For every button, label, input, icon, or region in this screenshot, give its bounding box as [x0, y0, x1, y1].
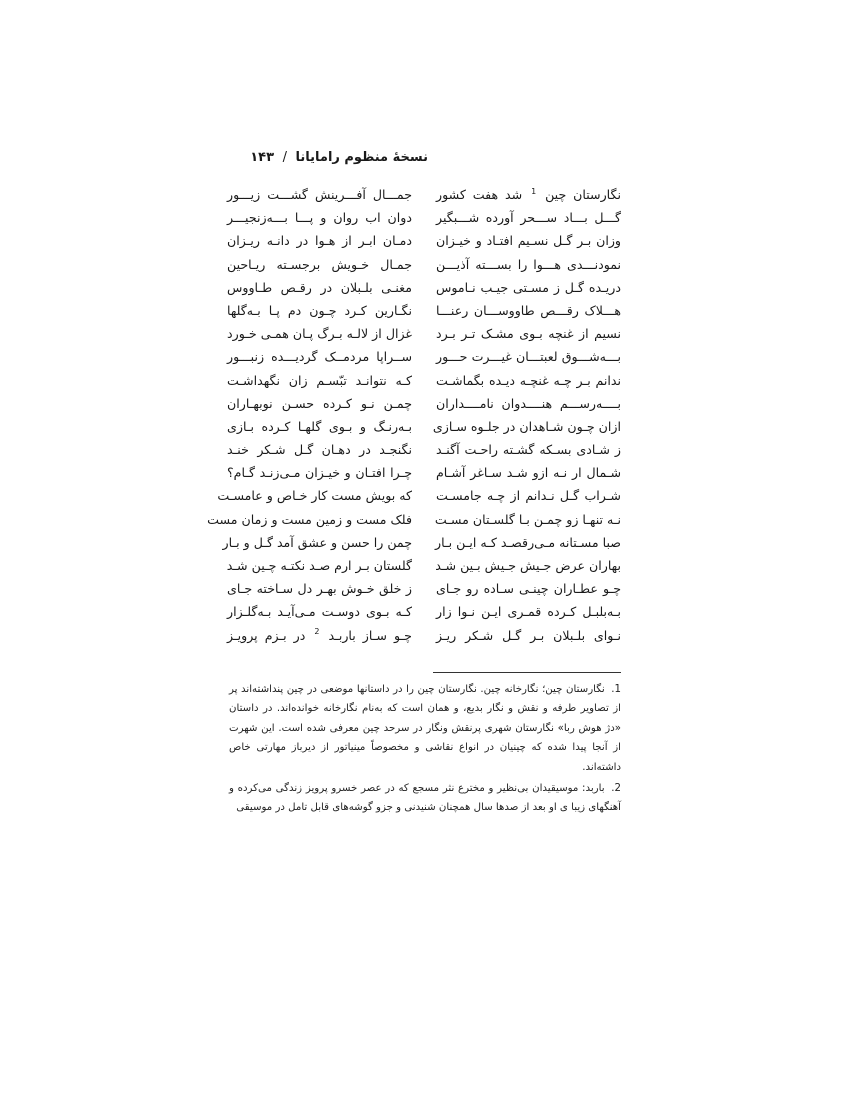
footnote-divider — [433, 672, 621, 673]
verse-text: نمودنـــدی هـــوا را بســـته آذیـــن — [436, 256, 621, 272]
verse-hemistich-right — [436, 392, 621, 415]
verse-text: مغنـی بلـبلان در رقـص طـاووس — [227, 279, 412, 295]
verse-hemistich-right — [436, 299, 621, 322]
footnote-2 — [229, 779, 621, 818]
verse-text-continued: در بـزم پرویـز — [227, 627, 306, 643]
verse-text: ز شـادی بسـکه گشـته راحـت آگنـد — [436, 442, 621, 458]
verse-hemistich-right — [436, 183, 621, 206]
verse-hemistich-left — [227, 276, 412, 299]
verse-text: کـه بـوی دوسـت مـی‌آیـد بـه‌گلـزار — [227, 604, 412, 620]
verse-hemistich-right — [436, 461, 621, 484]
verse-text: بـه‌رنـگ و بـوی گلهـا کـرده بـازی — [227, 418, 412, 434]
verse-text: نگـارین کـرد چـون دم پـا بـه‌گلها — [227, 302, 412, 318]
verse-text: شـمال ار نـه ازو شـد سـاغر آشـام — [436, 465, 621, 481]
verse-text: بـــه‌شـــوق لعبتـــان غیـــرت حـــور — [436, 349, 621, 365]
verse-hemistich-left — [227, 322, 412, 345]
verse-text: چمـن نـو کـرده حسـن نوبهـاران — [227, 395, 412, 411]
verse-hemistich-right — [436, 508, 621, 531]
verse-text: نسیم از غنچه بـوی مشـک تـر بـرد — [436, 326, 621, 342]
footnote-marker[interactable]: 2 — [314, 627, 320, 637]
verse-hemistich-right — [436, 438, 621, 461]
verse-hemistich-left — [227, 183, 412, 206]
verse-text: نگنجـد در دهـان گـل شـکر خنـد — [227, 442, 412, 458]
verse-hemistich-right — [436, 600, 621, 623]
verse-text-continued: شد هفت کشور — [436, 187, 523, 202]
verse-hemistich-left — [217, 484, 412, 507]
running-head-title: نسخهٔ منظوم رامایانا — [295, 150, 428, 165]
verse-hemistich-right — [436, 253, 621, 276]
verse-hemistich-left — [227, 461, 412, 484]
footnote-1 — [229, 680, 621, 777]
verse-hemistich-left — [207, 508, 412, 531]
verse-hemistich-left — [227, 345, 412, 368]
verse-text: جمـــال آفـــرینش گشـــت زیـــور — [227, 187, 412, 202]
verse-text: فلک مست و زمین مست و زمان مست — [207, 511, 412, 527]
verse-text: کـه نتوانـد تبّسـم زان نگهداشـت — [227, 372, 412, 388]
verse-hemistich-right — [436, 322, 621, 345]
verse-hemistich-left — [227, 438, 412, 461]
verse-text: دمـان ابـر از هـوا در دانـه ریـزان — [227, 233, 412, 249]
poem-column-left — [207, 183, 412, 647]
verse-text: ندانم بـر چـه غنچـه دیـده بگماشـت — [436, 372, 621, 388]
verse-hemistich-left — [227, 624, 412, 647]
footnote-text: باربد: موسیقیدان بی‌نظیر و مخترع نثر مسجع که در عصر خسرو پرویز زندگی می‌کرده و آهنگهای زیبا ی او بعد از صدها سال همچنان شنیدنی و جزو گوشه‌های قابل تامل در موسیقی — [229, 783, 621, 814]
verse-text: شـراب گـل نـدانم از چـه جامسـت — [436, 488, 621, 504]
poem-column-right — [432, 183, 621, 647]
verse-text: دوان اب روان و پـــا بـــه‌زنجیـــر — [227, 210, 412, 226]
verse-text: چمن را حسن و عشق آمد گـل و بـار — [222, 534, 412, 550]
verse-hemistich-right — [436, 577, 621, 600]
verse-hemistich-left — [227, 206, 412, 229]
verse-hemistich-left — [227, 392, 412, 415]
verse-hemistich-left — [227, 299, 412, 322]
verse-hemistich-left — [227, 577, 412, 600]
running-head — [228, 150, 428, 165]
verse-text: گـــل بـــاد ســـحر آورده شـــبگیر — [436, 210, 621, 226]
verse-text: بــــه‌رســـم هنــــدوان نامــــداران — [436, 395, 621, 411]
running-head-separator: / — [282, 150, 287, 165]
verse-hemistich-left — [227, 600, 412, 623]
verse-hemistich-right — [432, 415, 621, 438]
verse-hemistich-right — [436, 624, 621, 647]
verse-hemistich-right — [436, 484, 621, 507]
verse-text: هـــلاک رقـــص طاووســـان رعنـــا — [436, 302, 621, 318]
footnote-text: نگارستان چین؛ نگارخانه چین. نگارستان چین را در داستانها موضعی در چین پنداشته‌اند پر از تصاویر طرفه و نقش و نگار بدیع، و همان است که به‌نام نگارخانه خوانده‌اند. در داستان «دژ هوش ربا» نگارستان شهری پرنقش ونگار در سرحد چین معرفی شده است. این شهرت از آنجا پیدا شده که چینیان در انواع نقاشی و مخصوصاً مینیاتور از دیرباز مهارتی خاص داشته‌اند. — [229, 684, 621, 773]
verse-hemistich-left — [222, 531, 412, 554]
verse-text: ز خلق خـوش بهـر دل سـاخته جـای — [227, 581, 412, 597]
verse-text: جمـال خـویش برجسـته ریـاحین — [227, 256, 412, 272]
verse-hemistich-left — [227, 253, 412, 276]
verse-hemistich-right — [436, 229, 621, 252]
verse-hemistich-left — [227, 554, 412, 577]
footnote-number: 1. — [611, 684, 621, 695]
verse-text: چـو سـاز باربـد — [328, 627, 412, 643]
verse-hemistich-right — [436, 206, 621, 229]
verse-text: صبا مسـتانه مـی‌رقصـد کـه ایـن بـار — [435, 534, 621, 550]
verse-text: بهاران عرض جـیش جـیش بـین شـد — [435, 558, 621, 573]
footnote-marker[interactable]: 1 — [531, 186, 537, 196]
page-number: ۱۴۳ — [250, 150, 275, 165]
verse-text: چـو عطـاران چینـی سـاده رو جـای — [436, 581, 621, 597]
verse-hemistich-right — [436, 345, 621, 368]
verse-text: وزان بـر گـل نسـیم افتـاد و خیـزان — [436, 233, 621, 249]
verse-text: نـوای بلـبلان بـر گـل شـکر ریـز — [436, 627, 621, 643]
verse-text: چـرا افتـان و خیـزان مـی‌زنـد گـام؟ — [227, 465, 412, 481]
verse-hemistich-right — [436, 531, 621, 554]
verse-text: که بویش مست کار خـاص و عامسـت — [217, 488, 412, 504]
verse-hemistich-right — [436, 369, 621, 392]
verse-text: ســراپا مردمــک گردیـــده زنبـــور — [227, 349, 412, 365]
verse-text: نگارستان چین — [545, 187, 621, 202]
verse-text: غزال از لالـه بـرگ پـان همـی خـورد — [227, 326, 412, 342]
verse-text: بـه‌بلبـل کـرده قمـری ایـن نـوا زار — [436, 604, 621, 620]
verse-hemistich-right — [436, 554, 621, 577]
verse-hemistich-right — [436, 276, 621, 299]
verse-hemistich-left — [227, 369, 412, 392]
footnote-number: 2. — [611, 783, 621, 795]
verse-text: نـه تنهـا زو چمـن بـا گلسـتان مسـت — [434, 511, 621, 527]
verse-text: دریـده گـل ز مسـتی جیـب نـاموس — [436, 279, 621, 295]
verse-text: ازان چـون شـاهدان در جلـوه سـازی — [432, 418, 621, 434]
footnotes — [229, 680, 621, 820]
verse-hemistich-left — [227, 415, 412, 438]
verse-hemistich-left — [227, 229, 412, 252]
verse-text: گلستان بـر ارم صـد نکتـه چـین شـد — [226, 558, 412, 573]
